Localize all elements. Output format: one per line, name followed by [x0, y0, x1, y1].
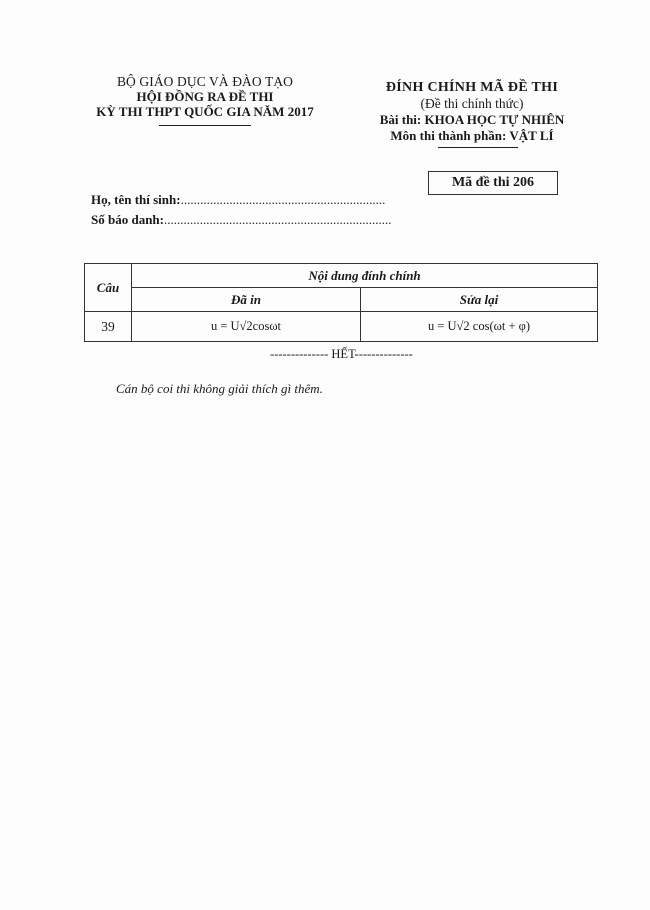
question-number: 39 [85, 312, 132, 342]
table-row [85, 312, 598, 342]
candidate-id-field [91, 210, 391, 230]
printed-formula: u = U√2cosωt [132, 312, 361, 342]
candidate-fields [91, 190, 391, 230]
header-printed: Đã in [132, 288, 361, 312]
test-name: Bài thi: KHOA HỌC TỰ NHIÊN [379, 112, 565, 127]
candidate-id-label: Số báo danh: [91, 212, 164, 227]
exam-code-box: Mã đề thi 206 [428, 171, 558, 195]
document-title-block [352, 80, 592, 148]
corrected-formula: u = U√2 cos(ωt + φ) [361, 312, 598, 342]
header-content: Nội dung đính chính [132, 264, 598, 288]
candidate-name-label: Họ, tên thí sinh: [91, 192, 181, 207]
candidate-name-field [91, 190, 391, 210]
candidate-id-blank: ...................................................................... [163, 212, 392, 227]
ministry-name: BỘ GIÁO DỤC VÀ ĐÀO TẠO [116, 74, 294, 89]
candidate-name-blank: ............................................................... [180, 192, 386, 207]
document-title: ĐÍNH CHÍNH MÃ ĐỀ THI [385, 80, 559, 95]
header-question: Câu [85, 264, 132, 312]
subject-name: Môn thi thành phần: VẬT LÍ [390, 128, 554, 143]
end-marker: -------------- HẾT-------------- [270, 347, 413, 361]
correction-table [84, 263, 598, 342]
issuer-header [80, 74, 330, 126]
council-name: HỘI ĐỒNG RA ĐỀ THI [136, 89, 274, 104]
title-underline [438, 147, 518, 148]
exam-name: KỲ THI THPT QUỐC GIA NĂM 2017 [96, 104, 314, 119]
header-corrected: Sửa lại [361, 288, 598, 312]
document-subtitle: (Đề thi chính thức) [420, 96, 524, 111]
proctor-note: Cán bộ coi thi không giải thích gì thêm. [116, 381, 323, 396]
header-underline [159, 125, 251, 126]
